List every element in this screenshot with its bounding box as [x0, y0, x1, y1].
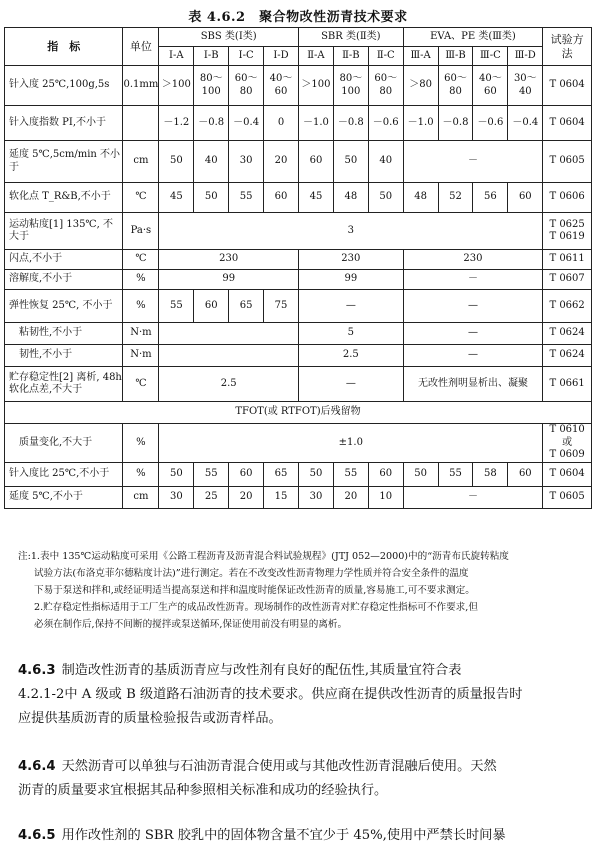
cell: 56 [473, 183, 508, 213]
header-sub: Ⅲ-A [403, 47, 438, 66]
cell: 55 [194, 462, 229, 486]
clause-number: 4.6.5 [18, 828, 56, 843]
cell: 40 [368, 141, 403, 183]
row-unit: N·m [123, 323, 159, 345]
cell: 0 [264, 106, 299, 141]
header-sub: Ⅰ-D [264, 47, 299, 66]
cell: 10 [368, 486, 403, 508]
row-label: 针入度 25℃,100g,5s [5, 66, 123, 106]
row-test: T 0606 [543, 183, 592, 213]
row-label: 针入度比 25℃,不小于 [5, 462, 123, 486]
cell: 60 [229, 462, 264, 486]
row-label: 粘韧性,不小于 [5, 323, 123, 345]
row-test [543, 213, 592, 250]
cell: 3 [159, 213, 543, 250]
table-row [5, 28, 592, 47]
cell: 60 [508, 183, 543, 213]
cell: 20 [264, 141, 299, 183]
paragraph-line: 用作改性剂的 SBR 胶乳中的固体物含量不宜少于 45%,使用中严禁长时间暴 [61, 828, 506, 843]
cell: 40～60 [473, 66, 508, 106]
cell: 65 [264, 462, 299, 486]
cell: 5 [299, 323, 404, 345]
row-test: T 0611 [543, 250, 592, 270]
row-label: 闪点,不小于 [5, 250, 123, 270]
row-unit: % [123, 462, 159, 486]
table-row [5, 66, 592, 106]
cell: 50 [333, 141, 368, 183]
row-unit: ℃ [123, 250, 159, 270]
row-unit: % [123, 290, 159, 323]
row-test: T 0605 [543, 486, 592, 508]
paragraph-line: 制造改性沥青的基质沥青应与改性剂有良好的配伍性,其质量宜符合表 [61, 663, 462, 678]
table-row [5, 486, 592, 508]
cell: 无改性剂明显析出、凝聚 [403, 367, 543, 402]
cell: 55 [333, 462, 368, 486]
cell: 30～40 [508, 66, 543, 106]
cell: －0.4 [229, 106, 264, 141]
cell: －1.0 [403, 106, 438, 141]
note-line: 2.贮存稳定性指标适用于工厂生产的成品改性沥青。现场制作的改性沥青对贮存稳定性指标可不作要求,但 [34, 602, 478, 613]
table-row [5, 323, 592, 345]
row-test: T 0604 [543, 106, 592, 141]
cell: 48 [403, 183, 438, 213]
cell: 75 [264, 290, 299, 323]
cell: 58 [473, 462, 508, 486]
cell: 30 [299, 486, 334, 508]
row-unit: ℃ [123, 367, 159, 402]
cell: 50 [403, 462, 438, 486]
row-unit: % [123, 270, 159, 290]
row-label: 针入度指数 PI,不小于 [5, 106, 123, 141]
cell: 20 [333, 486, 368, 508]
table-row [5, 183, 592, 213]
header-sub: Ⅲ-C [473, 47, 508, 66]
row-label: 软化点 T_R&B,不小于 [5, 183, 123, 213]
cell: 99 [299, 270, 404, 290]
paragraph-line: 天然沥青可以单独与石油沥青混合使用或与其他改性沥青混融后使用。天然 [61, 759, 497, 774]
note-line: 必须在制作后,保持不间断的搅拌或泵送循环,保证使用前没有明显的离析。 [34, 619, 348, 630]
cell: － [403, 270, 543, 290]
paragraph-4-6-4 [18, 755, 590, 803]
row-label: 韧性,不小于 [5, 345, 123, 367]
header-sub: Ⅱ-C [368, 47, 403, 66]
cell: ±1.0 [159, 424, 543, 463]
table-title: 表 4.6.2 聚合物改性沥青技术要求 [188, 10, 408, 25]
row-unit: 0.1mm [123, 66, 159, 106]
cell: －0.6 [473, 106, 508, 141]
cell [159, 345, 299, 367]
row-test: T 0607 [543, 270, 592, 290]
cell: －1.2 [159, 106, 194, 141]
cell: 20 [229, 486, 264, 508]
table-notes [18, 548, 584, 633]
cell: －0.6 [368, 106, 403, 141]
paragraph-line: 应提供基质沥青的质量检验报告或沥青样品。 [18, 711, 282, 726]
cell: ＞100 [159, 66, 194, 106]
cell: －1.0 [299, 106, 334, 141]
paragraph-4-6-5 [18, 824, 590, 848]
cell: 60 [264, 183, 299, 213]
cell: 60～80 [438, 66, 473, 106]
cell: — [403, 323, 543, 345]
table-row [5, 106, 592, 141]
test-line: T 0609 [549, 449, 585, 460]
header-sbs: SBS 类(Ⅰ类) [159, 28, 299, 47]
row-unit: cm [123, 486, 159, 508]
cell: ＞80 [403, 66, 438, 106]
header-unit: 单位 [123, 28, 159, 66]
cell: 99 [159, 270, 299, 290]
note-line: 下易于泵送和拌和,或经证明适当提高泵送和拌和温度时能保证改性沥青的质量,容易施工,可不要求测定。 [34, 585, 475, 596]
cell: 60 [299, 141, 334, 183]
header-test-method: 试验方法 [543, 28, 592, 66]
cell: 40～60 [264, 66, 299, 106]
row-unit: cm [123, 141, 159, 183]
table-row [5, 424, 592, 463]
row-label: 运动粘度[1] 135℃, 不大于 [5, 213, 123, 250]
cell: 50 [299, 462, 334, 486]
row-label: 延度 5℃,不小于 [5, 486, 123, 508]
section-header: TFOT(或 RTFOT)后残留物 [5, 402, 592, 424]
row-test: T 0624 [543, 323, 592, 345]
test-line: T 0625 [549, 218, 585, 230]
table-row [5, 402, 592, 424]
paragraph-line: 4.2.1-2中 A 级或 B 级道路石油沥青的技术要求。供应商在提供改性沥青的质量报告时 [18, 687, 523, 702]
table-row [5, 290, 592, 323]
paragraph-4-6-3 [18, 659, 590, 731]
cell: ＞100 [299, 66, 334, 106]
header-eva: EVA、PE 类(Ⅲ类) [403, 28, 543, 47]
header-sbr: SBR 类(Ⅱ类) [299, 28, 404, 47]
cell: — [403, 290, 543, 323]
note-line: 试验方法(布洛克菲尔德粘度计法)”进行测定。若在不改变改性沥青物理力学性质并符合安全条件的温度 [34, 568, 469, 579]
table-row [5, 270, 592, 290]
header-indicator: 指 标 [5, 28, 123, 66]
header-sub: Ⅲ-B [438, 47, 473, 66]
cell: 25 [194, 486, 229, 508]
cell: 55 [159, 290, 194, 323]
cell: 80～100 [333, 66, 368, 106]
cell: 55 [438, 462, 473, 486]
cell: 45 [299, 183, 334, 213]
header-sub: Ⅰ-C [229, 47, 264, 66]
row-test: T 0662 [543, 290, 592, 323]
cell: 2.5 [159, 367, 299, 402]
cell: 230 [299, 250, 404, 270]
cell: 50 [368, 183, 403, 213]
cell: －0.8 [438, 106, 473, 141]
cell: — [403, 345, 543, 367]
table-row [5, 462, 592, 486]
clause-number: 4.6.3 [18, 663, 56, 678]
row-test: T 0661 [543, 367, 592, 402]
row-unit: % [123, 424, 159, 463]
cell: 2.5 [299, 345, 404, 367]
cell: 52 [438, 183, 473, 213]
table-row [5, 141, 592, 183]
cell: 30 [229, 141, 264, 183]
cell: 65 [229, 290, 264, 323]
cell: — [299, 290, 404, 323]
table-row [5, 250, 592, 270]
cell: 60 [368, 462, 403, 486]
row-label: 溶解度,不小于 [5, 270, 123, 290]
table-row [5, 213, 592, 250]
cell: －0.4 [508, 106, 543, 141]
row-label: 延度 5℃,5cm/min 不小于 [5, 141, 123, 183]
cell: 50 [159, 141, 194, 183]
cell: 50 [194, 183, 229, 213]
header-sub: Ⅱ-A [299, 47, 334, 66]
table-row [5, 345, 592, 367]
table-row [5, 367, 592, 402]
row-test [543, 424, 592, 463]
cell [159, 323, 299, 345]
cell: 55 [229, 183, 264, 213]
cell: 45 [159, 183, 194, 213]
cell: 30 [159, 486, 194, 508]
row-unit [123, 106, 159, 141]
cell: 230 [159, 250, 299, 270]
header-sub: Ⅰ-A [159, 47, 194, 66]
cell: 60～80 [368, 66, 403, 106]
row-test: T 0604 [543, 66, 592, 106]
spec-table [4, 27, 592, 509]
clause-number: 4.6.4 [18, 759, 56, 774]
cell: 80～100 [194, 66, 229, 106]
cell: －0.8 [194, 106, 229, 141]
row-label: 质量变化,不大于 [5, 424, 123, 463]
test-line: T 0610 或 [549, 424, 585, 448]
row-test: T 0605 [543, 141, 592, 183]
row-label: 弹性恢复 25℃, 不小于 [5, 290, 123, 323]
test-line: T 0619 [549, 231, 585, 242]
cell: 15 [264, 486, 299, 508]
cell: －0.8 [333, 106, 368, 141]
header-sub: Ⅱ-B [333, 47, 368, 66]
cell: 48 [333, 183, 368, 213]
row-unit: N·m [123, 345, 159, 367]
row-test: T 0604 [543, 462, 592, 486]
note-line: 注:1.表中 135℃运动粘度可采用《公路工程沥青及沥青混合料试验规程》(JTJ 052—2000)中的“沥青布氏旋转粘度 [18, 551, 509, 562]
row-unit: Pa·s [123, 213, 159, 250]
cell: － [403, 486, 543, 508]
row-test: T 0624 [543, 345, 592, 367]
cell: 50 [159, 462, 194, 486]
cell: 40 [194, 141, 229, 183]
cell: 230 [403, 250, 543, 270]
cell: 60 [508, 462, 543, 486]
cell: － [403, 141, 543, 183]
cell: 60 [194, 290, 229, 323]
header-sub: Ⅲ-D [508, 47, 543, 66]
row-label: 贮存稳定性[2] 离析, 48h 软化点差,不大于 [5, 367, 123, 402]
cell: — [299, 367, 404, 402]
paragraph-line: 沥青的质量要求宜根据其品种参照相关标准和成功的经验执行。 [18, 783, 388, 798]
header-sub: Ⅰ-B [194, 47, 229, 66]
cell: 60～80 [229, 66, 264, 106]
row-unit: ℃ [123, 183, 159, 213]
